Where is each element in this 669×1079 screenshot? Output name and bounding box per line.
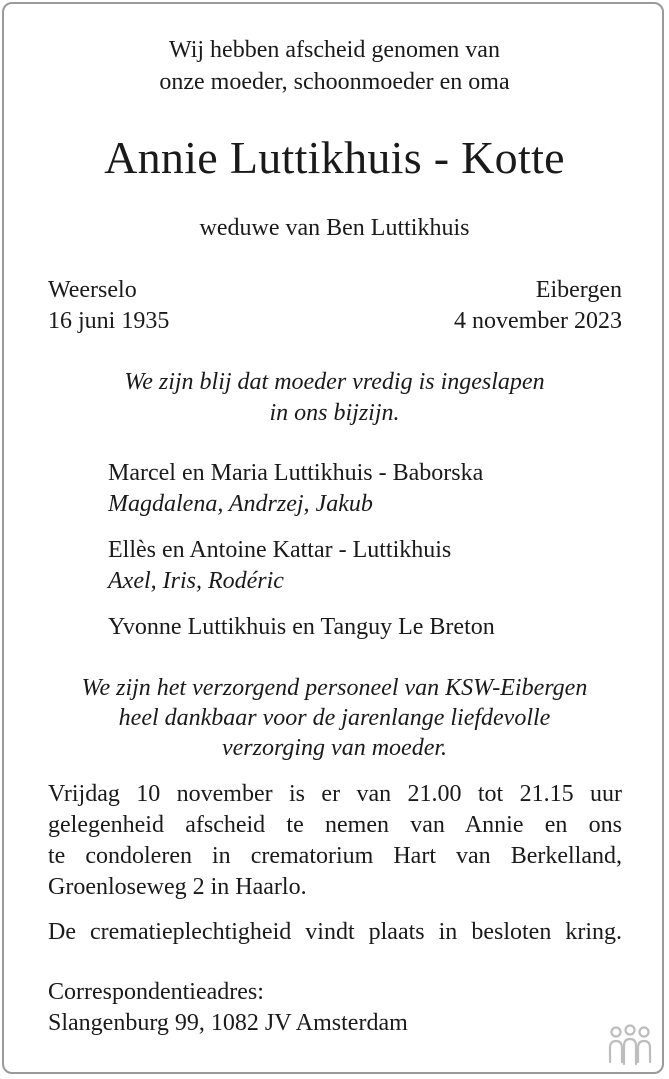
birth-death-info — [48, 275, 622, 337]
family-couple: Marcel en Maria Luttikhuis - Baborska — [108, 460, 484, 486]
family-couple: Yvonne Luttikhuis en Tanguy Le Breton — [108, 614, 495, 640]
quote — [0, 367, 669, 429]
quote-line: We zijn blij dat moeder vredig is ingeslapen — [124, 369, 545, 395]
visitation-line: gelegenheid afscheid te nemen van Annie en ons — [48, 812, 622, 838]
thanks-line: heel dankbaar voor de jarenlange liefdevolle — [118, 705, 551, 731]
deceased-name: Annie Luttikhuis - Kotte — [104, 132, 565, 183]
visitation-info — [48, 779, 622, 903]
birth-date: 16 juni 1935 — [48, 308, 170, 334]
people-group-icon — [606, 1024, 654, 1066]
thanks-line: verzorging van moeder. — [221, 735, 448, 761]
family-couple: Ellès en Antoine Kattar - Luttikhuis — [108, 537, 452, 563]
family-children: Axel, Iris, Rodéric — [108, 568, 284, 594]
intro-text — [0, 34, 669, 98]
family-entry — [108, 612, 628, 643]
intro-line: onze moeder, schoonmoeder en oma — [159, 69, 510, 95]
cremation-line: De crematieplechtigheid vindt plaats in besloten kring. — [48, 919, 622, 945]
death-place: Eibergen — [535, 277, 622, 303]
birth-place: Weerselo — [48, 277, 137, 303]
death-date: 4 november 2023 — [454, 308, 622, 334]
widow-of: weduwe van Ben Luttikhuis — [199, 215, 470, 241]
family-entry — [108, 535, 628, 597]
intro-line: Wij hebben afscheid genomen van — [169, 37, 500, 63]
quote-line: in ons bijzijn. — [269, 400, 400, 426]
family-children: Magdalena, Andrzej, Jakub — [108, 491, 373, 517]
thanks-line: We zijn het verzorgend personeel van KSW-Eibergen — [81, 675, 588, 701]
correspondence-address-line: Slangenburg 99, 1082 JV Amsterdam — [48, 1010, 408, 1036]
family-entry — [108, 458, 628, 520]
correspondence-label: Correspondentieadres: — [48, 979, 264, 1005]
visitation-line: te condoleren in crematorium Hart van Berkelland, — [48, 843, 622, 869]
visitation-line: Vrijdag 10 november is er van 21.00 tot 21.15 uur — [48, 781, 622, 807]
thanks-message — [0, 673, 669, 763]
correspondence-address — [48, 977, 622, 1039]
visitation-line: Groenloseweg 2 in Haarlo. — [48, 874, 307, 900]
cremation-info — [48, 917, 622, 948]
